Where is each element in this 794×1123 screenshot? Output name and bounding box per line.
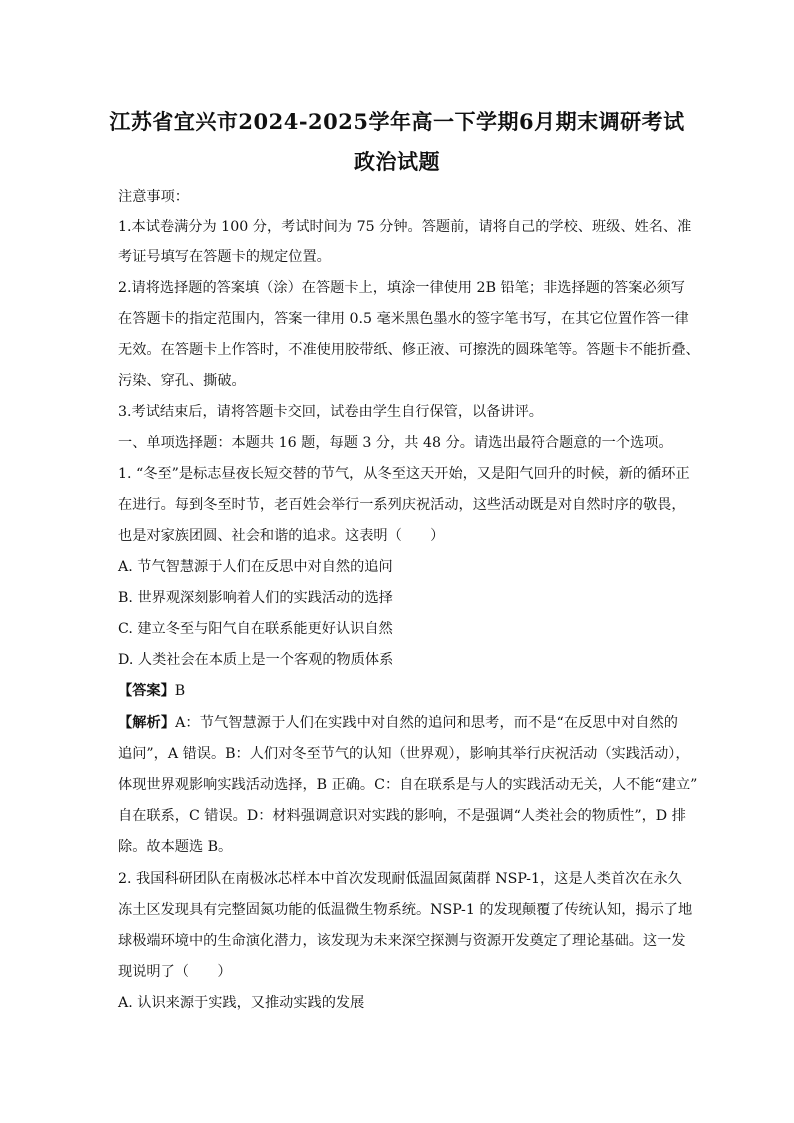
q2-stem-line-1: 2. 我国科研团队在南极冰芯样本中首次发现耐低温固氮菌群 NSP-1，这是人类首次在永久	[118, 871, 682, 887]
q1-answer	[118, 682, 678, 700]
q1-option-d: D. 人类社会在本质上是一个客观的物质体系	[118, 652, 394, 668]
q1-stem-line-2: 在进行。每到冬至时节，老百姓会举行一系列庆祝活动，这些活动既是对自然时序的敬畏，	[118, 497, 686, 513]
q1-analysis-line-4: 自在联系，C 错误。D：材料强调意识对实践的影响，不是强调“人类社会的物质性”，D 排	[118, 808, 686, 824]
q2-stem-line-2: 冻土区发现具有完整固氮功能的低温微生物系统。NSP-1 的发现颠覆了传统认知，揭示了地	[118, 902, 693, 918]
analysis-text: A：节气智慧源于人们在实践中对自然的追问和思考，而不是“在反思中对自然的	[175, 715, 678, 731]
analysis-label: 【解析】	[118, 715, 176, 731]
q2-stem-line-3: 球极端环境中的生命演化潜力，该发现为未来深空探测与资源开发奠定了理论基础。这一发	[118, 933, 686, 949]
q2-option-a: A. 认识来源于实践，又推动实践的发展	[118, 995, 365, 1011]
notice-item-2-line-4: 污染、穿孔、撕破。	[118, 373, 246, 389]
notice-item-2-line-2: 在答题卡的指定范围内，答案一律用 0.5 毫米黑色墨水的签字笔书写，在其它位置作答一律	[118, 311, 689, 327]
q1-analysis-line-2: 追问”，A 错误。B：人们对冬至节气的认知（世界观），影响其举行庆祝活动（实践活动），	[118, 746, 690, 762]
notice-item-1-line-2: 考证号填写在答题卡的规定位置。	[118, 249, 331, 265]
q2-stem-line-4: 现说明了（ ）	[118, 964, 232, 980]
section-heading: 一、单项选择题：本题共 16 题，每题 3 分，共 48 分。请选出最符合题意的一个选项。	[118, 435, 673, 451]
q1-option-c: C. 建立冬至与阳气自在联系能更好认识自然	[118, 621, 393, 637]
q1-analysis-line-5: 除。故本题选 B。	[118, 839, 233, 855]
q1-option-b: B. 世界观深刻影响着人们的实践活动的选择	[118, 590, 393, 606]
answer-value: B	[174, 683, 186, 699]
answer-label: 【答案】	[118, 683, 175, 699]
notice-item-2-line-1: 2.请将选择题的答案填（涂）在答题卡上，填涂一律使用 2B 铅笔；非选择题的答案必须写	[118, 280, 685, 296]
q1-stem-line-3: 也是对家族团圆、社会和谐的追求。这表明（ ）	[118, 528, 445, 544]
document-subtitle: 政治试题	[354, 149, 440, 174]
q1-analysis-line-1	[118, 714, 678, 732]
q1-analysis-line-3: 体现世界观影响实践活动选择，B 正确。C：自在联系是与人的实践活动无关，人不能“建立”	[118, 777, 698, 793]
q1-option-a: A. 节气智慧源于人们在反思中对自然的追问	[118, 559, 393, 575]
document-title: 江苏省宜兴市2024-2025学年高一下学期6月期末调研考试	[109, 109, 685, 134]
q1-stem-line-1: 1. “冬至”是标志昼夜长短交替的节气，从冬至这天开始，又是阳气回升的时候，新的循环正	[118, 466, 690, 482]
notice-item-2-line-3: 无效。在答题卡上作答时，不准使用胶带纸、修正液、可擦洗的圆珠笔等。答题卡不能折叠、	[118, 342, 700, 358]
notice-item-1-line-1: 1.本试卷满分为 100 分，考试时间为 75 分钟。答题前，请将自己的学校、班级、姓名、准	[118, 219, 692, 235]
notice-item-3: 3.考试结束后，请将答题卡交回，试卷由学生自行保管，以备讲评。	[118, 404, 543, 420]
notice-heading: 注意事项：	[118, 189, 189, 205]
